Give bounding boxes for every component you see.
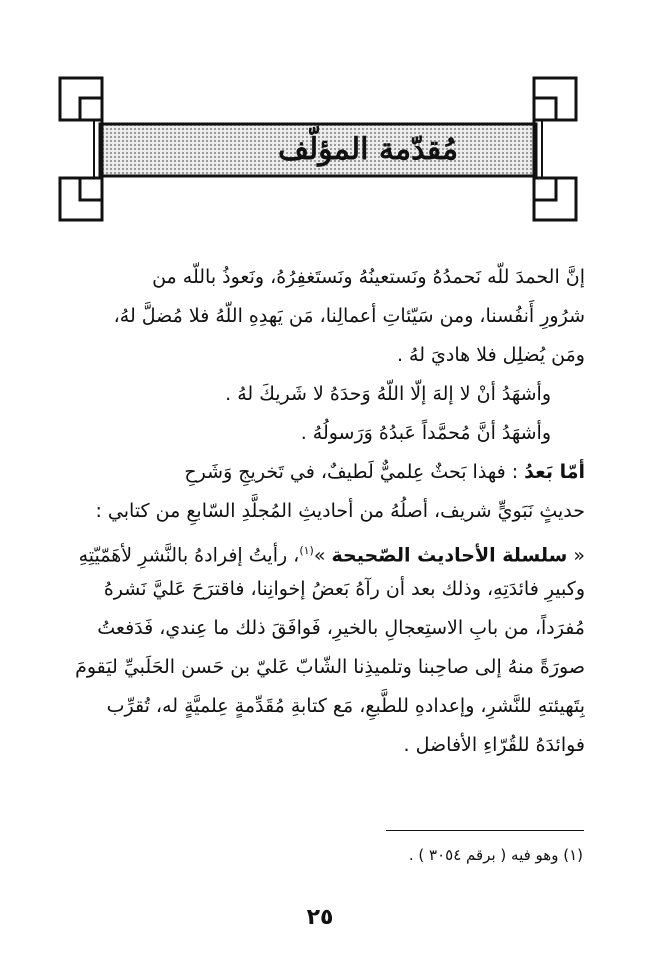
- quote-open: «: [567, 544, 585, 567]
- paragraph-2-line-4: وكبيرِ فائدَتِهِ، وذلك بعد أن رآهُ بَعضُ إخوانِنا، فاقترَحَ عَليَّ نَشرهُ: [103, 578, 585, 600]
- corner-ornament-bottom-right: [534, 178, 576, 220]
- footnote-divider: [386, 830, 584, 831]
- paragraph-2-line-6: صورَةً منهُ إلى صاحِبنا وتلميذِنا الشّابّ عَليّ بن حَسن الحَلَبيِّ ليَقومَ: [75, 656, 585, 678]
- corner-ornament-top-left: [60, 78, 102, 178]
- footnote-text: (١) وهو فيه ( برقم ٣٠٥٤ ) .: [408, 846, 583, 864]
- footnote-reference: (١): [299, 544, 314, 557]
- amma-badu-heading: أمّا بَعدُ: [524, 461, 585, 483]
- shahada-line-1: وأشهَدُ أنْ لا إلهَ إلّا اللّهُ وَحدَهُ لا شَريكَ لهُ .: [225, 383, 551, 405]
- paragraph-2-line-2: حديثٍ نَبَويٍّ شريف، أصلُهُ من أحاديثِ المُجلَّدِ السّابعِ من كتابي :: [95, 500, 585, 522]
- chapter-title: مُقدّمة المؤلّف: [277, 132, 459, 167]
- title-frame: [58, 76, 578, 222]
- paragraph-2-line-5: مُفرَداً، من بابِ الاستِعجالِ بالخيرِ، فَوافَقَ ذلك ما عِندي، فَدَفعتُ: [97, 617, 585, 639]
- quote-close: »: [313, 544, 332, 567]
- paragraph-2-line-3-text: ، رأيتُ إفرادهُ بالنَّشرِ لأهَمّيّتِهِ: [78, 544, 300, 567]
- shahada-line-2: وأشهَدُ أنَّ مُحمَّداً عَبدُهُ وَرَسولُهُ .: [300, 422, 551, 444]
- page-number: ٢٥: [306, 905, 334, 930]
- text-line-2: شرُورِ أَنفُسنا، ومن سَيّئاتِ أعمالِنا، مَن يَهدِهِ اللّهُ فلا مُضلَّ لهُ،: [113, 305, 585, 327]
- paragraph-2-line-3: [55, 531, 585, 570]
- paragraph-2-line-8: فوائدَهُ للقُرّاءِ الأفاضل .: [403, 734, 585, 756]
- paragraph-2-line-1-text: : فهذا بَحثٌ عِلميٌّ لَطيفٌ، في تَخريجِ وَشَرحِ: [184, 461, 525, 483]
- main-text: [55, 258, 585, 765]
- series-title: سلسلة الأحاديث الصّحيحة: [331, 544, 568, 567]
- text-line-3: ومَن يُضلِل فلا هاديَ لهُ .: [396, 344, 585, 366]
- text-line-1: إنَّ الحمدَ للّه نَحمدُهُ ونَستعينُهُ ونَستَغفِرُهُ، ونَعوذُ باللّه من: [152, 266, 585, 288]
- paragraph-2-line-7: بِتَهيئتهِ للنَّشرِ، وإعدادهِ للطَّبعِ، مَع كتابةِ مُقَدِّمةٍ عِلميَّةٍ له، تُقرِّب: [106, 695, 585, 717]
- paragraph-2-line-1: [55, 453, 585, 492]
- corner-ornament-bottom-left: [60, 178, 102, 220]
